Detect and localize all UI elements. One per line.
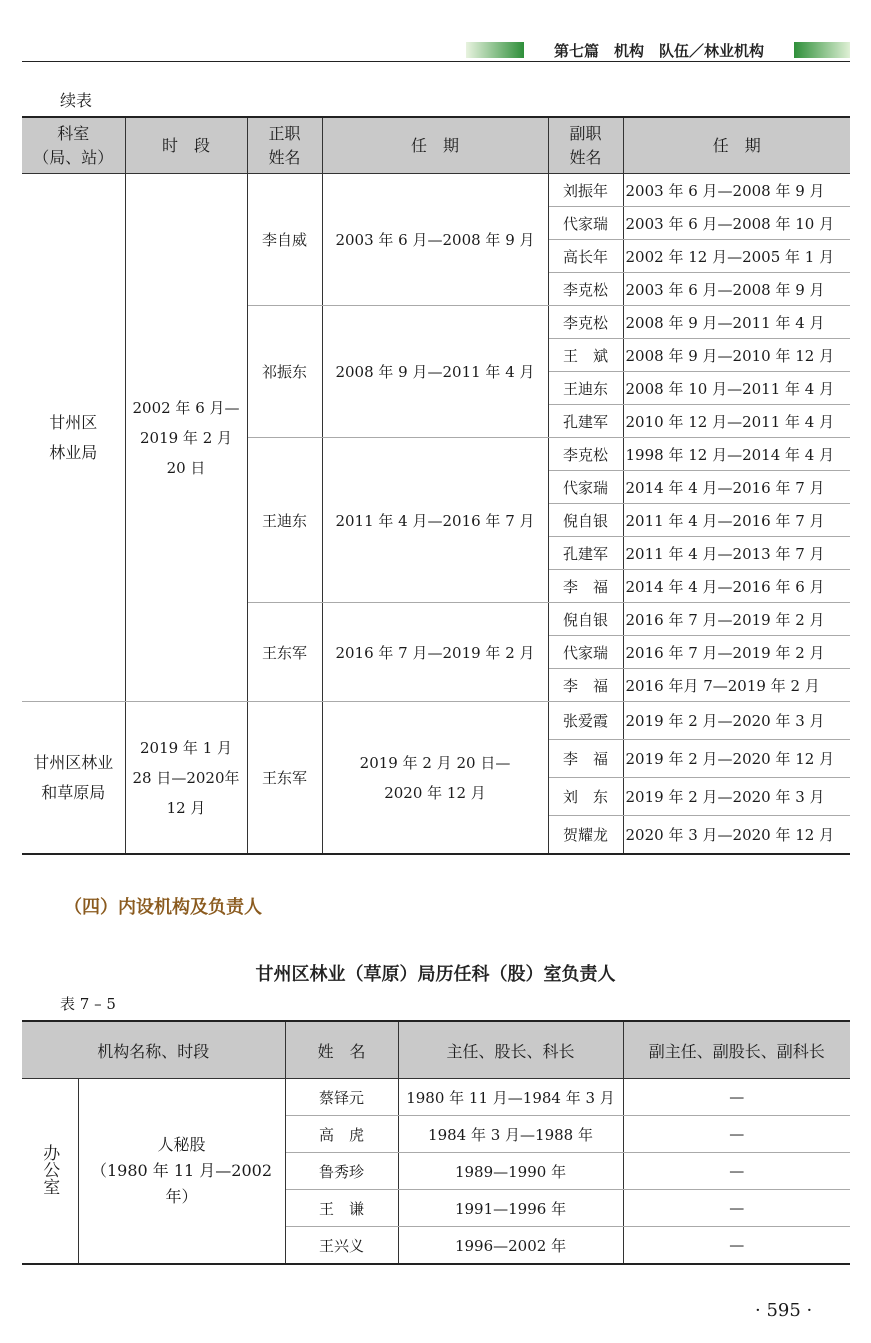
- deputy-term: 2011 年 4 月—2016 年 7 月: [623, 504, 850, 537]
- deputy-name: 李克松: [548, 306, 623, 339]
- deputy-name: 刘振年: [548, 174, 623, 207]
- deputy-name: 倪自银: [548, 504, 623, 537]
- chief-term: 1989—1990 年: [398, 1153, 623, 1190]
- header-chief: 主任、股长、科长: [398, 1021, 623, 1079]
- deputy-term: 2016 年 7 月—2019 年 2 月: [623, 636, 850, 669]
- person-name: 蔡铎元: [285, 1079, 398, 1116]
- deputy-term: 2019 年 2 月—2020 年 3 月: [623, 702, 850, 740]
- section-heads-table: [22, 1020, 850, 1265]
- chief-name: 王东军: [247, 603, 322, 702]
- chapter-title: 第七篇 机构 队伍／林业机构: [553, 41, 764, 60]
- deputy-name: 倪自银: [548, 603, 623, 636]
- header-period: 时 段: [125, 117, 247, 174]
- deputy-name: 代家瑞: [548, 636, 623, 669]
- person-name: 王 谦: [285, 1190, 398, 1227]
- deputy-term: 2008 年 9 月—2011 年 4 月: [623, 306, 850, 339]
- page-number: · 595 ·: [755, 1300, 813, 1321]
- leadership-table: [22, 116, 850, 855]
- deputy-term: 2019 年 2 月—2020 年 3 月: [623, 778, 850, 816]
- table-row: [22, 1079, 850, 1116]
- deputy-term: 2011 年 4 月—2013 年 7 月: [623, 537, 850, 570]
- deputy-name: 孔建军: [548, 537, 623, 570]
- deputy-cell: —: [623, 1116, 850, 1153]
- deputy-term: 2002 年 12 月—2005 年 1 月: [623, 240, 850, 273]
- deputy-term: 2008 年 9 月—2010 年 12 月: [623, 339, 850, 372]
- table-number: 表 7 – 5: [60, 995, 116, 1013]
- dept-cell: 办公室: [22, 1079, 78, 1265]
- section-heading: （四）内设机构及负责人: [64, 897, 262, 918]
- deputy-cell: —: [623, 1079, 850, 1116]
- person-name: 鲁秀珍: [285, 1153, 398, 1190]
- chief-term: 2016 年 7 月—2019 年 2 月: [322, 603, 548, 702]
- chief-term: 1996—2002 年: [398, 1227, 623, 1265]
- deputy-term: 2016 年月 7—2019 年 2 月: [623, 669, 850, 702]
- table-header-row: [22, 1021, 850, 1079]
- header-chief-term: 任 期: [322, 117, 548, 174]
- banner-gradient-left: [466, 42, 524, 58]
- deputy-term: 2014 年 4 月—2016 年 7 月: [623, 471, 850, 504]
- person-name: 高 虎: [285, 1116, 398, 1153]
- deputy-name: 李克松: [548, 273, 623, 306]
- deputy-name: 李 福: [548, 570, 623, 603]
- chief-name: 祁振东: [247, 306, 322, 438]
- header-deputy-name: 副职 姓名: [548, 117, 623, 174]
- chief-term: 1991—1996 年: [398, 1190, 623, 1227]
- deputy-name: 高长年: [548, 240, 623, 273]
- header-deputy: 副主任、副股长、副科长: [623, 1021, 850, 1079]
- deputy-term: 2003 年 6 月—2008 年 10 月: [623, 207, 850, 240]
- deputy-name: 张爱霞: [548, 702, 623, 740]
- table-row: [22, 702, 850, 740]
- deputy-name: 李 福: [548, 669, 623, 702]
- chapter-banner: [466, 42, 850, 58]
- deputy-term: 2008 年 10 月—2011 年 4 月: [623, 372, 850, 405]
- deputy-term: 2019 年 2 月—2020 年 12 月: [623, 740, 850, 778]
- chief-term: 1984 年 3 月—1988 年: [398, 1116, 623, 1153]
- deputy-term: 2020 年 3 月—2020 年 12 月: [623, 816, 850, 855]
- deputy-name: 李 福: [548, 740, 623, 778]
- continued-label: 续表: [60, 91, 93, 110]
- header-name: 姓 名: [285, 1021, 398, 1079]
- table-title: 甘州区林业（草原）局历任科（股）室负责人: [255, 964, 616, 985]
- header-org: 机构名称、时段: [22, 1021, 285, 1079]
- header-deputy-term: 任 期: [623, 117, 850, 174]
- dept-cell: 甘州区 林业局: [22, 174, 125, 702]
- chief-term: 1980 年 11 月—1984 年 3 月: [398, 1079, 623, 1116]
- deputy-term: 2003 年 6 月—2008 年 9 月: [623, 174, 850, 207]
- deputy-term: 2003 年 6 月—2008 年 9 月: [623, 273, 850, 306]
- period-cell: 2002 年 6 月— 2019 年 2 月 20 日: [125, 174, 247, 702]
- period-cell: 2019 年 1 月 28 日—2020年 12 月: [125, 702, 247, 855]
- deputy-term: 1998 年 12 月—2014 年 4 月: [623, 438, 850, 471]
- chief-term: 2011 年 4 月—2016 年 7 月: [322, 438, 548, 603]
- chief-name: 李自威: [247, 174, 322, 306]
- chief-name: 王东军: [247, 702, 322, 855]
- deputy-cell: —: [623, 1190, 850, 1227]
- deputy-cell: —: [623, 1227, 850, 1265]
- sub-unit-cell: 人秘股 （1980 年 11 月—2002 年）: [78, 1079, 285, 1265]
- person-name: 王兴义: [285, 1227, 398, 1265]
- chief-term: 2019 年 2 月 20 日— 2020 年 12 月: [322, 702, 548, 855]
- page-header: [22, 38, 850, 62]
- deputy-term: 2010 年 12 月—2011 年 4 月: [623, 405, 850, 438]
- deputy-name: 贺耀龙: [548, 816, 623, 855]
- deputy-name: 代家瑞: [548, 207, 623, 240]
- table-header-row: [22, 117, 850, 174]
- chief-name: 王迪东: [247, 438, 322, 603]
- header-dept: 科室 （局、站）: [22, 117, 125, 174]
- deputy-name: 李克松: [548, 438, 623, 471]
- chief-term: 2003 年 6 月—2008 年 9 月: [322, 174, 548, 306]
- banner-gradient-right: [794, 42, 850, 58]
- deputy-term: 2016 年 7 月—2019 年 2 月: [623, 603, 850, 636]
- header-chief-name: 正职 姓名: [247, 117, 322, 174]
- deputy-name: 代家瑞: [548, 471, 623, 504]
- table-row: [22, 174, 850, 207]
- header-rule: [22, 61, 850, 62]
- deputy-name: 王迪东: [548, 372, 623, 405]
- chief-term: 2008 年 9 月—2011 年 4 月: [322, 306, 548, 438]
- deputy-name: 王 斌: [548, 339, 623, 372]
- dept-cell: 甘州区林业 和草原局: [22, 702, 125, 855]
- deputy-cell: —: [623, 1153, 850, 1190]
- deputy-name: 孔建军: [548, 405, 623, 438]
- deputy-term: 2014 年 4 月—2016 年 6 月: [623, 570, 850, 603]
- deputy-name: 刘 东: [548, 778, 623, 816]
